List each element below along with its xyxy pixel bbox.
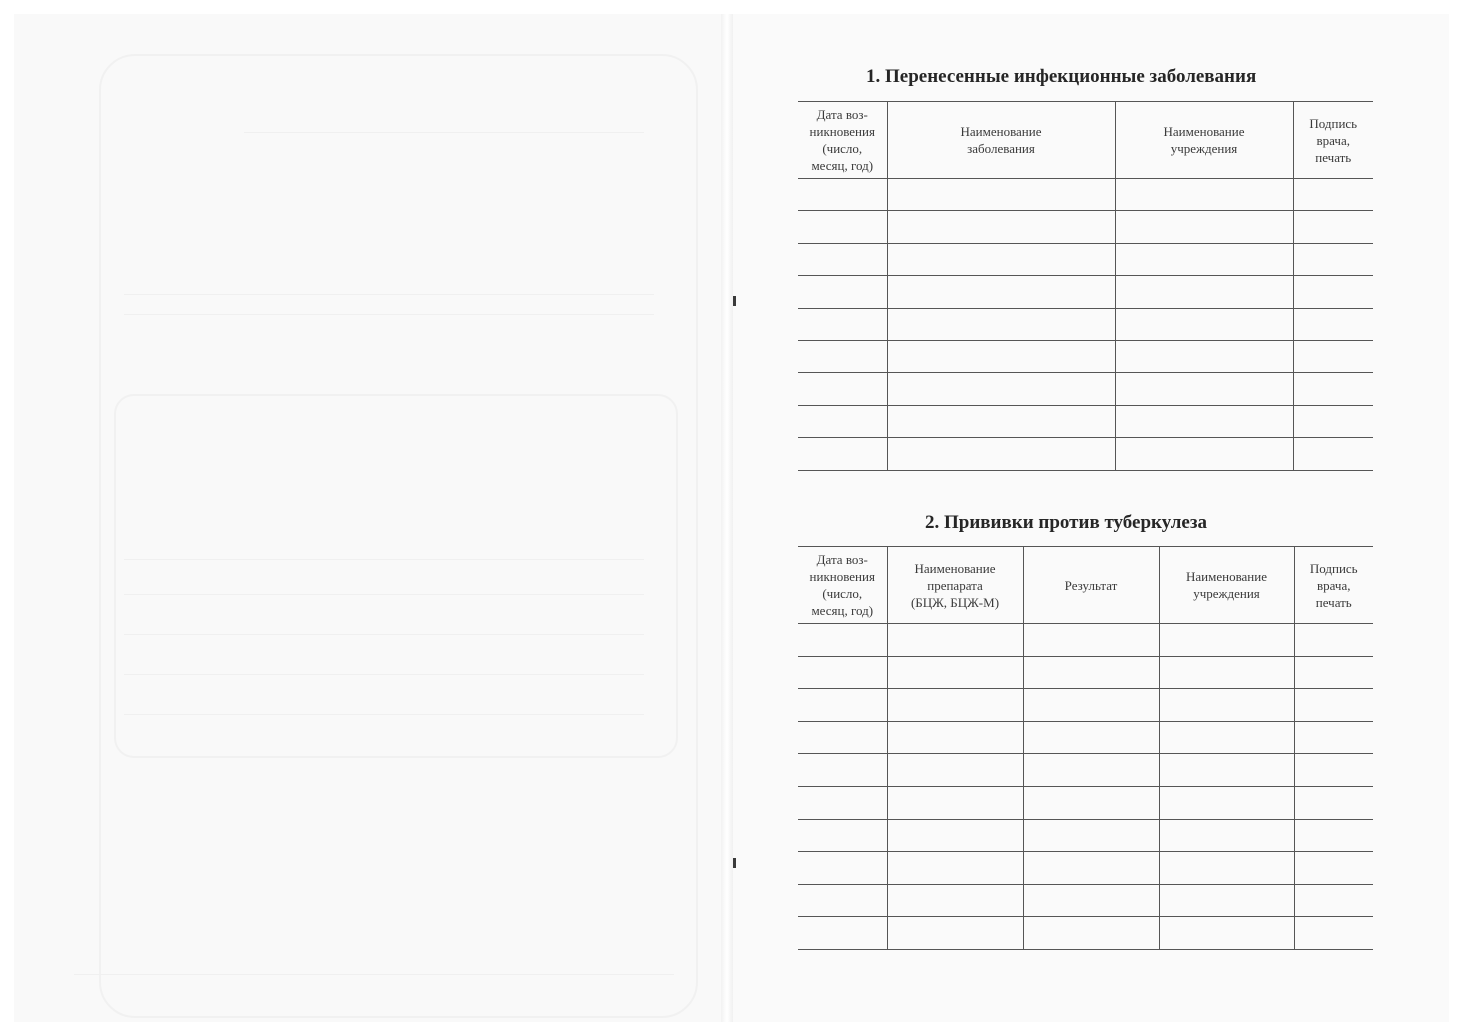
institution-cell[interactable] [1159, 754, 1294, 787]
institution-cell[interactable] [1159, 624, 1294, 657]
institution-cell[interactable] [1159, 852, 1294, 885]
ghost-line [244, 132, 644, 133]
institution-cell[interactable] [1159, 917, 1294, 950]
date-cell[interactable] [798, 211, 887, 243]
section1-title: 1. Перенесенные инфекционные заболевания [866, 66, 1257, 87]
date-cell[interactable] [798, 340, 887, 372]
table-row [798, 656, 1373, 689]
result-cell[interactable] [1023, 852, 1159, 885]
signature-cell[interactable] [1294, 786, 1373, 819]
result-cell[interactable] [1023, 656, 1159, 689]
date-cell[interactable] [798, 373, 887, 405]
result-cell[interactable] [1023, 786, 1159, 819]
table-row [798, 624, 1373, 657]
result-cell[interactable] [1023, 721, 1159, 754]
institution-cell[interactable] [1115, 405, 1293, 437]
signature-cell[interactable] [1293, 243, 1373, 275]
disease-cell[interactable] [887, 243, 1115, 275]
institution-cell[interactable] [1115, 438, 1293, 470]
table-row [798, 211, 1373, 243]
disease-cell[interactable] [887, 340, 1115, 372]
vaccine-cell[interactable] [887, 917, 1023, 950]
date-cell[interactable] [798, 624, 887, 657]
result-cell[interactable] [1023, 689, 1159, 722]
ghost-line [124, 714, 644, 715]
disease-cell[interactable] [887, 405, 1115, 437]
date-cell[interactable] [798, 917, 887, 950]
result-cell[interactable] [1023, 754, 1159, 787]
vaccine-cell[interactable] [887, 786, 1023, 819]
header-date: Дата воз- никновения (число, месяц, год) [798, 547, 887, 624]
header-institution: Наименование учреждения [1159, 547, 1294, 624]
institution-cell[interactable] [1115, 243, 1293, 275]
table-row [798, 852, 1373, 885]
ghost-line [124, 594, 644, 595]
header-result: Результат [1023, 547, 1159, 624]
tuberculosis-vaccination-table [798, 546, 1373, 950]
institution-cell[interactable] [1115, 179, 1293, 211]
date-cell[interactable] [798, 276, 887, 308]
date-cell[interactable] [798, 243, 887, 275]
vaccine-cell[interactable] [887, 754, 1023, 787]
header-doctor-signature: Подпись врача, печать [1293, 102, 1373, 179]
signature-cell[interactable] [1293, 340, 1373, 372]
header-doctor-signature: Подпись врача, печать [1294, 547, 1373, 624]
date-cell[interactable] [798, 819, 887, 852]
signature-cell[interactable] [1293, 276, 1373, 308]
institution-cell[interactable] [1159, 721, 1294, 754]
institution-cell[interactable] [1115, 211, 1293, 243]
institution-cell[interactable] [1159, 819, 1294, 852]
institution-cell[interactable] [1115, 373, 1293, 405]
date-cell[interactable] [798, 308, 887, 340]
ghost-line [124, 294, 654, 295]
result-cell[interactable] [1023, 819, 1159, 852]
signature-cell[interactable] [1294, 884, 1373, 917]
date-cell[interactable] [798, 852, 887, 885]
section2-title: 2. Прививки против туберкулеза [925, 512, 1207, 533]
disease-cell[interactable] [887, 438, 1115, 470]
vaccine-cell[interactable] [887, 689, 1023, 722]
disease-cell[interactable] [887, 308, 1115, 340]
disease-cell[interactable] [887, 276, 1115, 308]
ghost-line [124, 314, 654, 315]
signature-cell[interactable] [1294, 852, 1373, 885]
institution-cell[interactable] [1159, 689, 1294, 722]
ghost-inner-frame [114, 394, 678, 758]
signature-cell[interactable] [1294, 721, 1373, 754]
signature-cell[interactable] [1294, 689, 1373, 722]
table-row [798, 243, 1373, 275]
date-cell[interactable] [798, 786, 887, 819]
signature-cell[interactable] [1294, 917, 1373, 950]
result-cell[interactable] [1023, 917, 1159, 950]
infectious-diseases-table [798, 101, 1373, 471]
signature-cell[interactable] [1293, 405, 1373, 437]
institution-cell[interactable] [1115, 308, 1293, 340]
staple [733, 858, 736, 868]
table-row [798, 308, 1373, 340]
table-row [798, 340, 1373, 372]
date-cell[interactable] [798, 405, 887, 437]
institution-cell[interactable] [1159, 656, 1294, 689]
signature-cell[interactable] [1293, 308, 1373, 340]
left-page [14, 14, 721, 1022]
date-cell[interactable] [798, 656, 887, 689]
table-row [798, 405, 1373, 437]
header-disease-name: Наименование заболевания [887, 102, 1115, 179]
signature-cell[interactable] [1294, 819, 1373, 852]
table-row [798, 689, 1373, 722]
table-row [798, 819, 1373, 852]
ghost-line [74, 974, 674, 975]
table-row [798, 754, 1373, 787]
date-cell[interactable] [798, 689, 887, 722]
vaccine-cell[interactable] [887, 656, 1023, 689]
disease-cell[interactable] [887, 373, 1115, 405]
table-row [798, 721, 1373, 754]
result-cell[interactable] [1023, 624, 1159, 657]
staple [733, 296, 736, 306]
disease-cell[interactable] [887, 211, 1115, 243]
ghost-line [124, 674, 644, 675]
table-row [798, 179, 1373, 211]
signature-cell[interactable] [1293, 373, 1373, 405]
signature-cell[interactable] [1294, 624, 1373, 657]
table-row [798, 786, 1373, 819]
date-cell[interactable] [798, 721, 887, 754]
date-cell[interactable] [798, 438, 887, 470]
table-row [798, 373, 1373, 405]
disease-cell[interactable] [887, 179, 1115, 211]
vaccine-cell[interactable] [887, 852, 1023, 885]
signature-cell[interactable] [1294, 754, 1373, 787]
signature-cell[interactable] [1293, 438, 1373, 470]
header-vaccine-name: Наименование препарата (БЦЖ, БЦЖ-М) [887, 547, 1023, 624]
result-cell[interactable] [1023, 884, 1159, 917]
book-spine [721, 14, 733, 1022]
signature-cell[interactable] [1293, 211, 1373, 243]
date-cell[interactable] [798, 179, 887, 211]
table-row [798, 276, 1373, 308]
institution-cell[interactable] [1159, 786, 1294, 819]
institution-cell[interactable] [1159, 884, 1294, 917]
vaccine-cell[interactable] [887, 721, 1023, 754]
header-date: Дата воз- никновения (число, месяц, год) [798, 102, 887, 179]
institution-cell[interactable] [1115, 276, 1293, 308]
institution-cell[interactable] [1115, 340, 1293, 372]
vaccine-cell[interactable] [887, 819, 1023, 852]
date-cell[interactable] [798, 884, 887, 917]
vaccine-cell[interactable] [887, 884, 1023, 917]
vaccine-cell[interactable] [887, 624, 1023, 657]
signature-cell[interactable] [1293, 179, 1373, 211]
ghost-line [124, 559, 644, 560]
table-row [798, 917, 1373, 950]
table-row [798, 438, 1373, 470]
ghost-line [124, 634, 644, 635]
date-cell[interactable] [798, 754, 887, 787]
header-institution: Наименование учреждения [1115, 102, 1293, 179]
signature-cell[interactable] [1294, 656, 1373, 689]
table-row [798, 884, 1373, 917]
